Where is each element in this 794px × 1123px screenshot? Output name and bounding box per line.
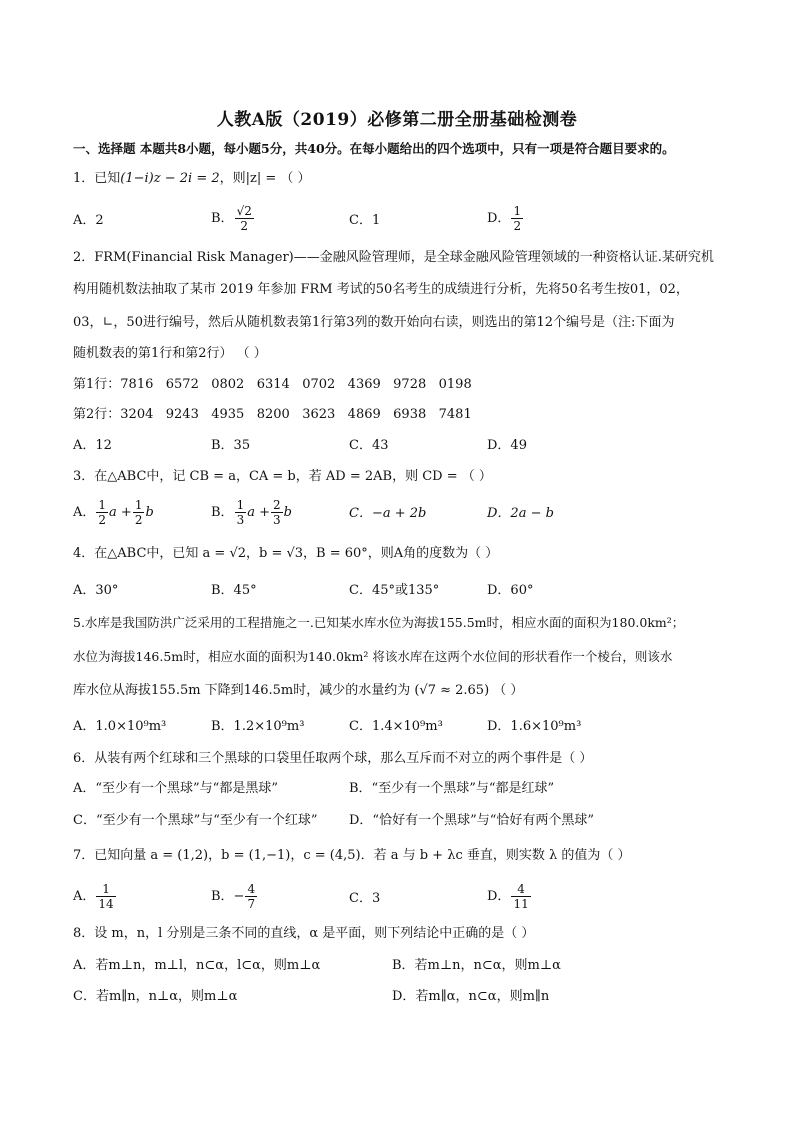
question-5-line-3: 库水位从海拔155.5m 下降到146.5m时，减少的水量约为 (√7 ≈ 2.65) （ ） bbox=[73, 683, 524, 698]
q3-a-n1: 1 bbox=[98, 498, 107, 512]
question-1-stem bbox=[73, 170, 311, 188]
q3-b-mid: a + bbox=[247, 505, 270, 520]
question-2-line-4: 随机数表的第1行和第2行） （ ） bbox=[73, 346, 267, 361]
q2-option-b: B．35 bbox=[211, 438, 251, 453]
q5-option-c: C．1.4×10⁹m³ bbox=[349, 719, 443, 734]
q7-d-label: D． bbox=[487, 889, 511, 904]
q1-prefix: 1．已知 bbox=[73, 171, 121, 186]
section-heading: 一、选择题 本题共8小题，每小题5分，共40分。在每小题给出的四个选项中，只有一项是符合题目要求的。 bbox=[73, 141, 675, 156]
q7-d-num: 4 bbox=[511, 882, 530, 897]
q7-option-d bbox=[487, 882, 532, 911]
random-table-row-1: 第1行：7816 6572 0802 6314 0702 4369 9728 0198 bbox=[73, 377, 472, 392]
q7-d-fraction bbox=[511, 882, 530, 911]
q6-option-d: D．“恰好有一个黑球”与“恰好有两个黑球” bbox=[349, 813, 595, 828]
question-2-line-1: 2．FRM(Financial Risk Manager)——金融风险管理师，是全球金融风险管理领域的一种资格认证.某研究机 bbox=[73, 250, 714, 265]
q1-b-num: √2 bbox=[236, 204, 252, 218]
q1-b-fraction bbox=[235, 204, 254, 233]
q8-option-d: D．若m∥α，n⊂α，则m∥n bbox=[392, 989, 550, 1004]
q3-b-d1: 3 bbox=[236, 513, 245, 527]
q6-option-c: C．“至少有一个黑球”与“至少有一个红球” bbox=[73, 813, 318, 828]
q7-a-num: 1 bbox=[96, 882, 115, 897]
q7-d-den: 11 bbox=[513, 897, 529, 911]
q2-option-d: D．49 bbox=[487, 438, 527, 453]
question-2-line-3: 03，∟，50进行编号，然后从随机数表第1行第3列的数开始向右读，则选出的第12个编号是（注:下面为 bbox=[73, 315, 675, 330]
q7-b-den: 7 bbox=[247, 897, 256, 911]
q1-d-den: 2 bbox=[513, 219, 522, 233]
q3-a-frac1 bbox=[96, 498, 108, 527]
q3-b-label: B． bbox=[211, 505, 234, 520]
q7-a-fraction bbox=[96, 882, 115, 911]
q6-option-a: A．“至少有一个黑球”与“都是黑球” bbox=[73, 781, 278, 796]
q1-d-num: 1 bbox=[513, 204, 522, 218]
q1-option-a: A．2 bbox=[73, 213, 104, 228]
q3-b-frac2 bbox=[271, 498, 283, 527]
q8-option-b: B．若m⊥n，n⊂α，则m⊥α bbox=[392, 958, 561, 973]
q4-option-b: B．45° bbox=[211, 583, 257, 598]
question-2-line-2: 构用随机数法抽取了某市 2019 年参加 FRM 考试的50名考生的成绩进行分析，先将50名考生按01，02， bbox=[73, 282, 689, 297]
page-title: 人教A版（2019）必修第二册全册基础检测卷 bbox=[216, 110, 578, 130]
q4-option-d: D．60° bbox=[487, 583, 534, 598]
q3-a-frac2 bbox=[133, 498, 145, 527]
q5-option-b: B．1.2×10⁹m³ bbox=[211, 719, 305, 734]
q3-a-d1: 2 bbox=[98, 513, 107, 527]
question-4-stem: 4．在△ABC中，已知 a = √2，b = √3，B = 60°，则A角的度数为（ ） bbox=[73, 546, 499, 561]
q1-b-label: B． bbox=[211, 211, 234, 226]
question-5-line-2: 水位为海拔146.5m时，相应水面的面积为140.0km² 将该水库在这两个水位间的形状看作一个棱台，则该水 bbox=[73, 649, 673, 664]
q4-option-a: A．30° bbox=[73, 583, 119, 598]
q3-option-a bbox=[73, 498, 154, 527]
q3-option-d: D．2a − b bbox=[487, 506, 554, 521]
question-6-stem: 6．从装有两个红球和三个黑球的口袋里任取两个球，那么互斥而不对立的两个事件是（ ） bbox=[73, 751, 593, 766]
q3-a-label: A． bbox=[73, 505, 96, 520]
q1-d-fraction bbox=[511, 204, 523, 233]
q1-option-b bbox=[211, 204, 255, 233]
question-8-stem: 8．设 m，n，l 分别是三条不同的直线，α 是平面，则下列结论中正确的是（ ） bbox=[73, 926, 535, 941]
q3-b-frac1 bbox=[235, 498, 247, 527]
q5-option-a: A．1.0×10⁹m³ bbox=[73, 719, 167, 734]
q1-expression: (1−i)z − 2i = 2 bbox=[120, 171, 220, 186]
q6-option-b: B．“至少有一个黑球”与“都是红球” bbox=[349, 781, 555, 796]
q7-a-den: 14 bbox=[98, 897, 114, 911]
q3-a-d2: 2 bbox=[134, 513, 143, 527]
q7-b-num: 4 bbox=[247, 882, 256, 896]
question-5-line-1: 5.水库是我国防洪广泛采用的工程措施之一.已知某水库水位为海拔155.5m时，相应水面的面积为180.0km²； bbox=[73, 615, 685, 630]
q2-option-a: A．12 bbox=[73, 438, 112, 453]
q3-a-mid: a + bbox=[109, 505, 132, 520]
question-3-stem: 3．在△ABC中，记 CB = a，CA = b，若 AD = 2AB，则 CD = （ ） bbox=[73, 469, 492, 484]
random-table-row-2: 第2行：3204 9243 4935 8200 3623 4869 6938 7481 bbox=[73, 407, 472, 422]
q8-option-c: C．若m∥n，n⊥α，则m⊥α bbox=[73, 989, 238, 1004]
q3-b-n1: 1 bbox=[236, 498, 245, 512]
q3-a-end: b bbox=[145, 505, 154, 520]
q3-option-b bbox=[211, 498, 292, 527]
q7-b-label: B．− bbox=[211, 889, 245, 904]
q1-option-c: C．1 bbox=[349, 213, 381, 228]
q1-d-label: D． bbox=[487, 211, 511, 226]
q3-a-n2: 1 bbox=[134, 498, 143, 512]
q7-option-c: C．3 bbox=[349, 891, 381, 906]
q7-option-a bbox=[73, 882, 117, 911]
question-7-stem: 7．已知向量 a = (1,2)，b = (1,−1)，c = (4,5)．若 a 与 b + λc 垂直，则实数 λ 的值为（ ） bbox=[73, 848, 631, 863]
q1-suffix: ，则|z| = （ ） bbox=[219, 171, 311, 186]
q3-b-n2: 2 bbox=[272, 498, 281, 512]
q8-option-a: A．若m⊥n，m⊥l，n⊂α，l⊂α，则m⊥α bbox=[73, 958, 321, 973]
q5-option-d: D．1.6×10⁹m³ bbox=[487, 719, 582, 734]
q3-b-end: b bbox=[283, 505, 292, 520]
q7-option-b bbox=[211, 882, 258, 911]
q3-b-d2: 3 bbox=[272, 513, 281, 527]
q3-option-c: C．−a + 2b bbox=[349, 506, 427, 521]
q1-option-d bbox=[487, 204, 524, 233]
q7-b-fraction bbox=[245, 882, 257, 911]
q2-option-c: C．43 bbox=[349, 438, 389, 453]
q1-b-den: 2 bbox=[240, 219, 249, 233]
q7-a-label: A． bbox=[73, 889, 96, 904]
q4-option-c: C．45°或135° bbox=[349, 583, 440, 598]
